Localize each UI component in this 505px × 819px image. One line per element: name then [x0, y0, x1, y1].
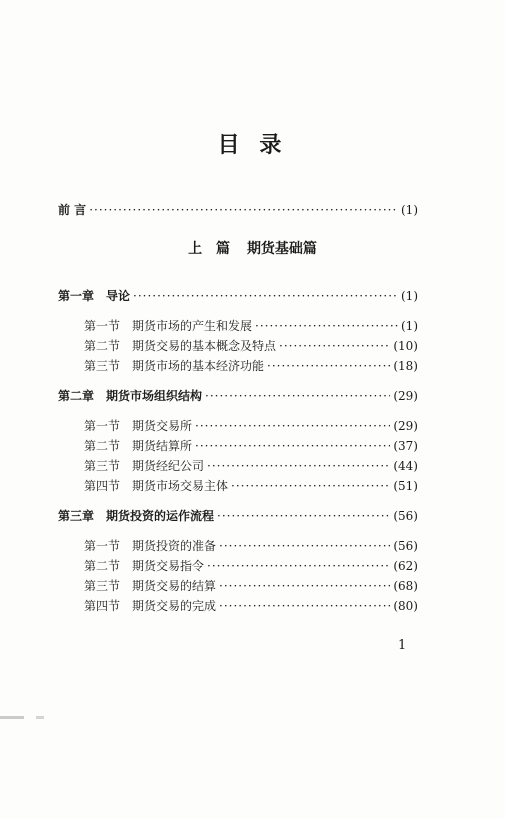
leader-dots [89, 202, 398, 218]
section-name: 期货交易的结算 [132, 579, 217, 593]
section-label: 第二节 [84, 339, 121, 353]
section-page: (10) [393, 339, 418, 353]
chapter-label: 第一章 [58, 289, 95, 303]
leader-dots [279, 338, 390, 354]
chapter-name: 期货市场组织结构 [106, 389, 203, 403]
part-heading [0, 238, 505, 258]
section-page: (68) [393, 579, 418, 593]
section-label: 第一节 [84, 319, 121, 333]
toc-entry-section[interactable] [84, 598, 418, 614]
leader-dots [205, 388, 390, 404]
section-label: 第一节 [84, 539, 121, 553]
toc-entry-section[interactable] [84, 578, 418, 594]
leader-dots [267, 358, 390, 374]
section-page: (44) [393, 459, 418, 473]
leader-dots [219, 538, 390, 554]
toc-entry-section[interactable] [84, 338, 418, 354]
leader-dots [207, 458, 390, 474]
toc-entry-chapter-1[interactable] [58, 288, 418, 304]
toc-entry-section[interactable] [84, 478, 418, 494]
section-label: 第二节 [84, 439, 121, 453]
leader-dots [207, 558, 390, 574]
toc-entry-section[interactable] [84, 438, 418, 454]
toc-entry-section[interactable] [84, 318, 418, 334]
toc-entry-preface[interactable] [58, 202, 418, 218]
leader-dots [217, 508, 390, 524]
toc-entry-section[interactable] [84, 558, 418, 574]
section-name: 期货市场的产生和发展 [132, 319, 253, 333]
leader-dots [195, 438, 390, 454]
section-page: (1) [401, 319, 418, 333]
page-title: 目 录 [217, 132, 288, 158]
section-name: 期货交易指令 [132, 559, 205, 573]
leader-dots [219, 598, 390, 614]
section-page: (37) [393, 439, 418, 453]
section-label: 第三节 [84, 579, 121, 593]
section-label: 第一节 [84, 419, 121, 433]
section-page: (18) [393, 359, 418, 373]
chapter-name: 期货投资的运作流程 [106, 509, 215, 523]
chapter-page: (1) [401, 289, 418, 303]
section-label: 第三节 [84, 459, 121, 473]
section-label: 第四节 [84, 599, 121, 613]
section-name: 期货经纪公司 [132, 459, 205, 473]
entry-label: 前 言 [58, 203, 87, 217]
section-name: 期货投资的准备 [132, 539, 217, 553]
section-page: (51) [393, 479, 418, 493]
section-name: 期货市场的基本经济功能 [132, 359, 265, 373]
section-label: 第四节 [84, 479, 121, 493]
section-name: 期货结算所 [132, 439, 193, 453]
section-name: 期货交易的基本概念及特点 [132, 339, 277, 353]
toc-entry-chapter-3[interactable] [58, 508, 418, 524]
chapter-label: 第三章 [58, 509, 95, 523]
toc-entry-section[interactable] [84, 358, 418, 374]
leader-dots [219, 578, 390, 594]
section-page: (80) [393, 599, 418, 613]
section-page: (56) [393, 539, 418, 553]
section-page: (29) [393, 419, 418, 433]
section-page: (62) [393, 559, 418, 573]
section-label: 第二节 [84, 559, 121, 573]
toc-entry-section[interactable] [84, 418, 418, 434]
leader-dots [195, 418, 390, 434]
toc-entry-chapter-2[interactable] [58, 388, 418, 404]
section-label: 第三节 [84, 359, 121, 373]
toc-entry-section[interactable] [84, 538, 418, 554]
leader-dots [255, 318, 398, 334]
page-number: 1 [398, 638, 407, 653]
toc-entry-section[interactable] [84, 458, 418, 474]
scan-smudge [0, 716, 80, 719]
chapter-name: 导论 [106, 289, 131, 303]
leader-dots [133, 288, 398, 304]
section-name: 期货市场交易主体 [132, 479, 229, 493]
part-name: 期货基础篇 [246, 241, 317, 257]
section-name: 期货交易所 [132, 419, 193, 433]
chapter-page: (29) [393, 389, 418, 403]
leader-dots [231, 478, 390, 494]
chapter-label: 第二章 [58, 389, 95, 403]
part-label: 上 篇 [188, 241, 231, 257]
chapter-page: (56) [393, 509, 418, 523]
section-name: 期货交易的完成 [132, 599, 217, 613]
entry-page: (1) [401, 203, 418, 217]
